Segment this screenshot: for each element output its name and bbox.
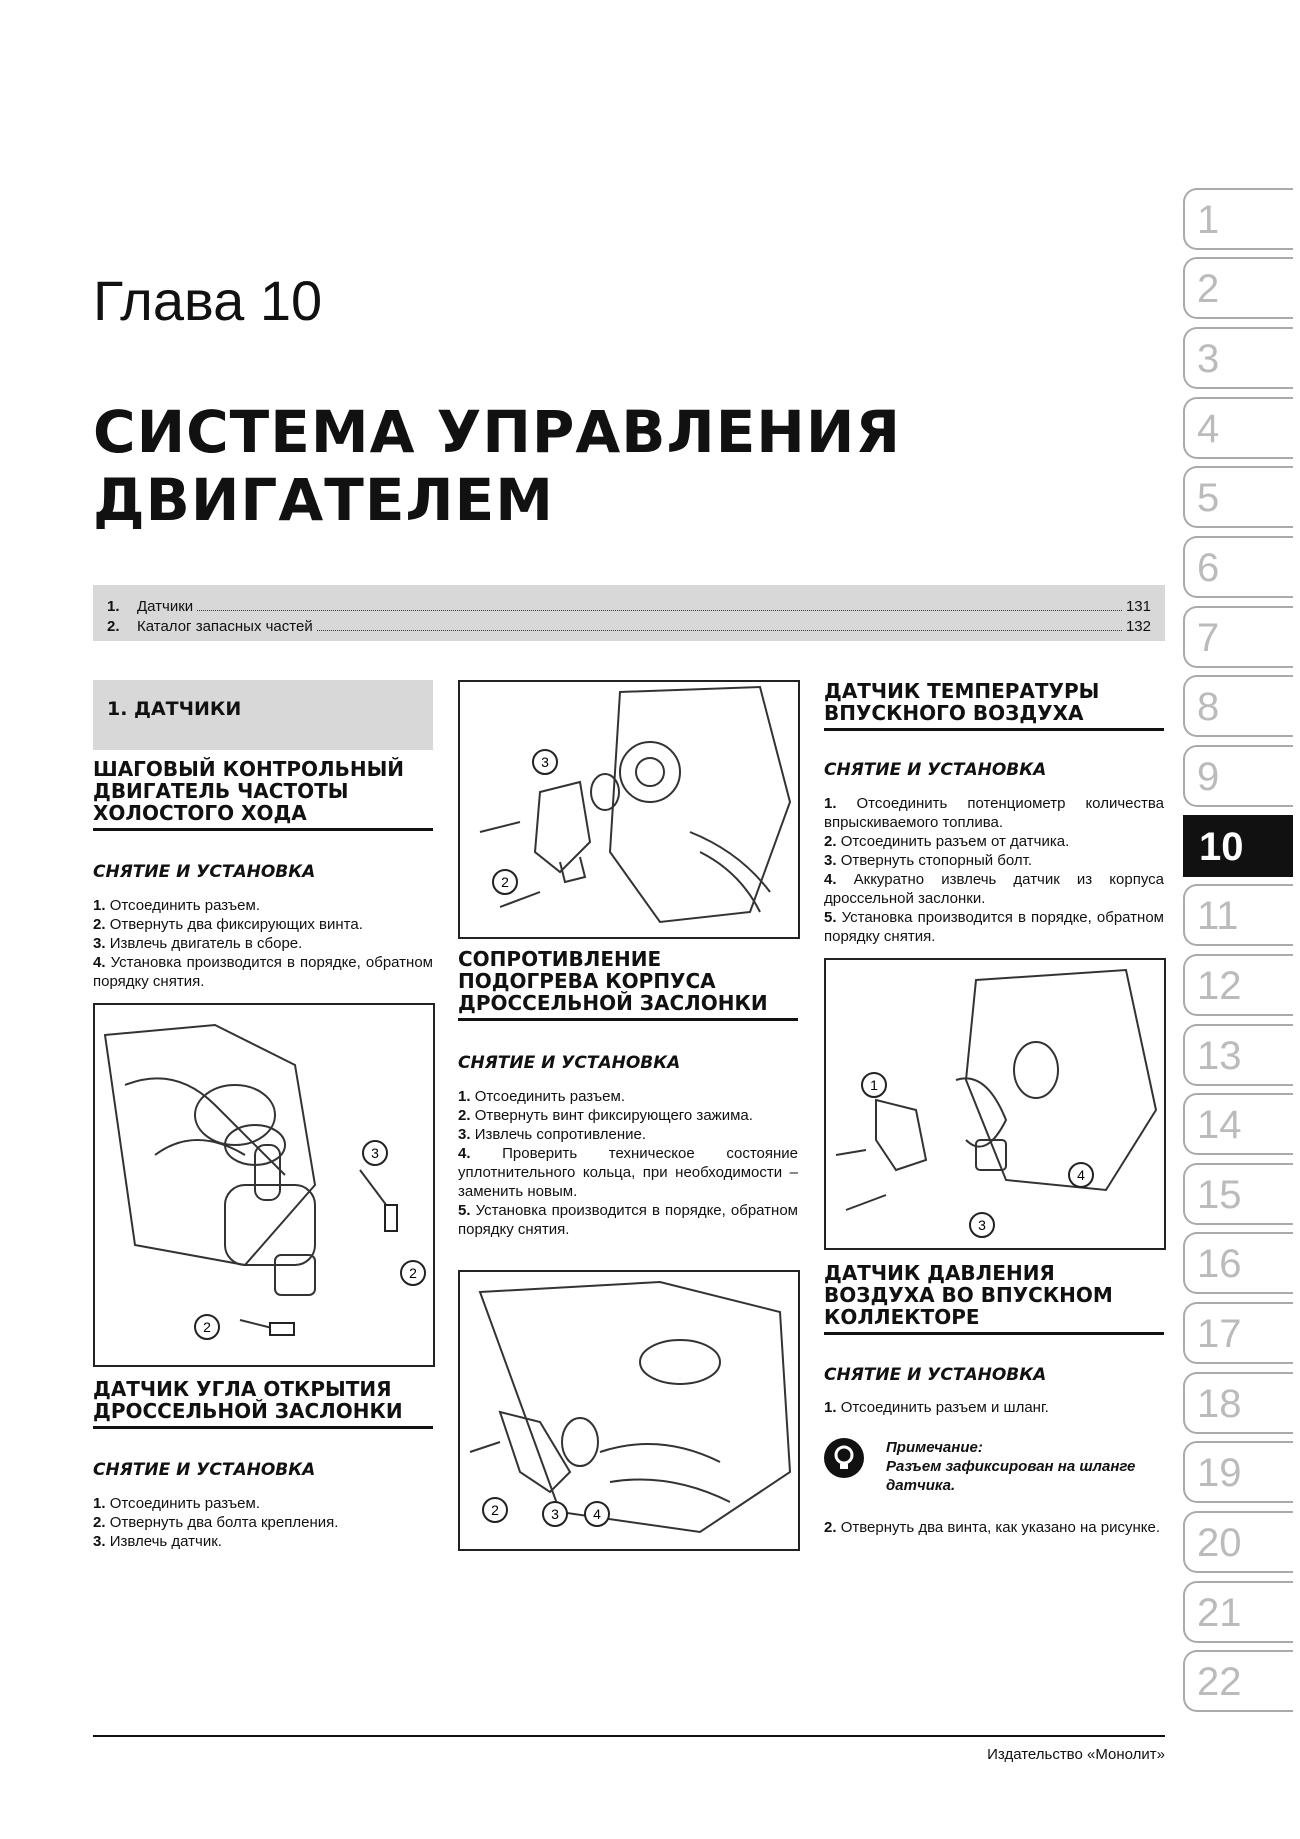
tab-chapter-1[interactable]: 1: [1183, 188, 1293, 250]
tab-chapter-14[interactable]: 14: [1183, 1093, 1293, 1155]
list-item: 2. Отвернуть два болта крепления.: [93, 1514, 339, 1531]
idle-motor-subheading: СНЯТИЕ И УСТАНОВКА: [93, 862, 316, 882]
tab-chapter-19[interactable]: 19: [1183, 1441, 1293, 1503]
toc-leader: [197, 610, 1122, 611]
section-heading: 1. ДАТЧИКИ: [107, 698, 242, 720]
note-label: Примечание:: [886, 1439, 983, 1456]
list-item: 3. Отвернуть стопорный болт.: [824, 852, 1033, 869]
heater-figure-1: [458, 680, 800, 939]
table-of-contents: [93, 585, 1165, 641]
note-body: Разъем зафиксирован на шланге датчика.: [886, 1458, 1136, 1494]
callout-3: 3: [551, 1506, 559, 1522]
tab-chapter-16[interactable]: 16: [1183, 1232, 1293, 1294]
manifold-pressure-title: [824, 1262, 1164, 1335]
toc-page: 131: [1125, 598, 1151, 615]
chapter-title-line1: СИСТЕМА УПРАВЛЕНИЯ: [93, 398, 902, 466]
intake-temp-subheading: СНЯТИЕ И УСТАНОВКА: [824, 760, 1047, 780]
title-line: ВОЗДУХА ВО ВПУСКНОМ: [824, 1283, 1113, 1307]
list-item: 4. Аккуратно извлечь датчик из корпуса дроссельной заслонки.: [824, 871, 1164, 907]
list-item: 1. Отсоединить разъем.: [93, 1495, 260, 1512]
callout-2: 2: [501, 874, 509, 890]
title-line: ДАТЧИК ТЕМПЕРАТУРЫ: [824, 679, 1100, 703]
manifold-pressure-subheading: СНЯТИЕ И УСТАНОВКА: [824, 1365, 1047, 1385]
title-line: ВПУСКНОГО ВОЗДУХА: [824, 701, 1084, 725]
tab-chapter-13[interactable]: 13: [1183, 1024, 1293, 1086]
tab-chapter-9[interactable]: 9: [1183, 745, 1293, 807]
list-item: 3. Извлечь датчик.: [93, 1533, 222, 1550]
list-item: 2. Отвернуть два фиксирующих винта.: [93, 916, 363, 933]
callout-4: 4: [593, 1506, 601, 1522]
title-line: ДАТЧИК ДАВЛЕНИЯ: [824, 1261, 1055, 1285]
tab-chapter-21[interactable]: 21: [1183, 1581, 1293, 1643]
intake-temp-title: [824, 680, 1164, 731]
manifold-pressure-step1: [824, 1398, 1164, 1417]
publisher-footer: Издательство «Монолит»: [987, 1746, 1165, 1763]
callout-2: 2: [203, 1319, 211, 1335]
idle-motor-steps: [93, 896, 433, 991]
heater-steps: [458, 1087, 798, 1239]
intake-temp-illustration: [826, 960, 1164, 1248]
heater-figure-2: [458, 1270, 800, 1551]
title-line: ДАТЧИК УГЛА ОТКРЫТИЯ: [93, 1377, 392, 1401]
list-item: 1. Отсоединить разъем.: [93, 897, 260, 914]
tab-chapter-4[interactable]: 4: [1183, 397, 1293, 459]
list-item: 2. Отсоединить разъем от датчика.: [824, 833, 1070, 850]
callout-2: 2: [491, 1502, 499, 1518]
tab-chapter-2[interactable]: 2: [1183, 257, 1293, 319]
heater-subheading: СНЯТИЕ И УСТАНОВКА: [458, 1053, 681, 1073]
tab-chapter-10-active[interactable]: 10: [1183, 815, 1293, 877]
intake-temp-figure: [824, 958, 1166, 1250]
toc-page: 132: [1125, 618, 1151, 635]
list-item: 1. Отсоединить разъем.: [458, 1088, 625, 1105]
list-item: 5. Установка производится в порядке, обратном порядку снятия.: [458, 1202, 798, 1238]
toc-leader: [317, 630, 1122, 631]
throttle-body-illustration: [460, 682, 798, 937]
toc-num: 2.: [107, 618, 120, 635]
title-line: ХОЛОСТОГО ХОДА: [93, 801, 307, 825]
tab-chapter-18[interactable]: 18: [1183, 1372, 1293, 1434]
callout-3: 3: [541, 754, 549, 770]
tab-chapter-7[interactable]: 7: [1183, 606, 1293, 668]
intake-temp-steps: [824, 794, 1164, 946]
throttle-sensor-title: [93, 1378, 433, 1429]
heater-title: [458, 948, 798, 1021]
tab-chapter-20[interactable]: 20: [1183, 1511, 1293, 1573]
lightbulb-icon: [824, 1438, 864, 1478]
chapter-title: [93, 398, 901, 534]
list-item: 4. Проверить техническое состояние уплотнительного кольца, при необходимости – заменить новым.: [458, 1145, 799, 1200]
throttle-sensor-subheading: СНЯТИЕ И УСТАНОВКА: [93, 1460, 316, 1480]
toc-num: 1.: [107, 598, 120, 615]
list-item: 2. Отвернуть винт фиксирующего зажима.: [458, 1107, 753, 1124]
callout-4: 4: [1077, 1167, 1085, 1183]
tab-chapter-11[interactable]: 11: [1183, 884, 1293, 946]
title-line: ДРОССЕЛЬНОЙ ЗАСЛОНКИ: [458, 991, 768, 1015]
tab-chapter-17[interactable]: 17: [1183, 1302, 1293, 1364]
tab-chapter-12[interactable]: 12: [1183, 954, 1293, 1016]
toc-title: Датчики: [137, 598, 194, 615]
toc-row[interactable]: [107, 615, 1151, 635]
tab-chapter-3[interactable]: 3: [1183, 327, 1293, 389]
callout-3: 3: [978, 1217, 986, 1233]
callout-1: 1: [870, 1077, 878, 1093]
footer-divider: [93, 1735, 1165, 1737]
tab-chapter-5[interactable]: 5: [1183, 466, 1293, 528]
tab-chapter-6[interactable]: 6: [1183, 536, 1293, 598]
list-item: 4. Установка производится в порядке, обратном порядку снятия.: [93, 954, 433, 990]
note-text: [886, 1438, 1164, 1495]
callout-3: 3: [371, 1145, 379, 1161]
heater-illustration: [460, 1272, 798, 1549]
title-line: ПОДОГРЕВА КОРПУСА: [458, 969, 716, 993]
list-item: 3. Извлечь сопротивление.: [458, 1126, 646, 1143]
title-line: СОПРОТИВЛЕНИЕ: [458, 947, 662, 971]
chapter-title-line2: ДВИГАТЕЛЕМ: [93, 466, 554, 534]
tab-chapter-8[interactable]: 8: [1183, 675, 1293, 737]
list-item: 1. Отсоединить потенциометр количества впрыскиваемого топлива.: [824, 795, 1165, 831]
title-line: КОЛЛЕКТОРЕ: [824, 1305, 980, 1329]
title-line: ШАГОВЫЙ КОНТРОЛЬНЫЙ: [93, 757, 405, 781]
title-line: ДВИГАТЕЛЬ ЧАСТОТЫ: [93, 779, 349, 803]
toc-row[interactable]: [107, 595, 1151, 615]
manifold-pressure-step2: [824, 1518, 1164, 1537]
list-item: 1. Отсоединить разъем и шланг.: [824, 1399, 1049, 1416]
title-line: ДРОССЕЛЬНОЙ ЗАСЛОНКИ: [93, 1399, 403, 1423]
chapter-label: Глава 10: [93, 269, 323, 332]
tab-chapter-15[interactable]: 15: [1183, 1163, 1293, 1225]
section-heading-box: [93, 680, 433, 750]
callout-2: 2: [409, 1265, 417, 1281]
list-item: 3. Извлечь двигатель в сборе.: [93, 935, 303, 952]
throttle-sensor-steps: [93, 1494, 433, 1551]
list-item: 5. Установка производится в порядке, обратном порядку снятия.: [824, 909, 1164, 945]
idle-motor-figure: [93, 1003, 435, 1367]
list-item: 2. Отвернуть два винта, как указано на рисунке.: [824, 1519, 1161, 1536]
tab-chapter-22[interactable]: 22: [1183, 1650, 1293, 1712]
idle-motor-illustration: [95, 1005, 433, 1365]
toc-title: Каталог запасных частей: [137, 618, 313, 635]
note-box: [824, 1438, 1164, 1498]
idle-motor-title: [93, 758, 433, 831]
